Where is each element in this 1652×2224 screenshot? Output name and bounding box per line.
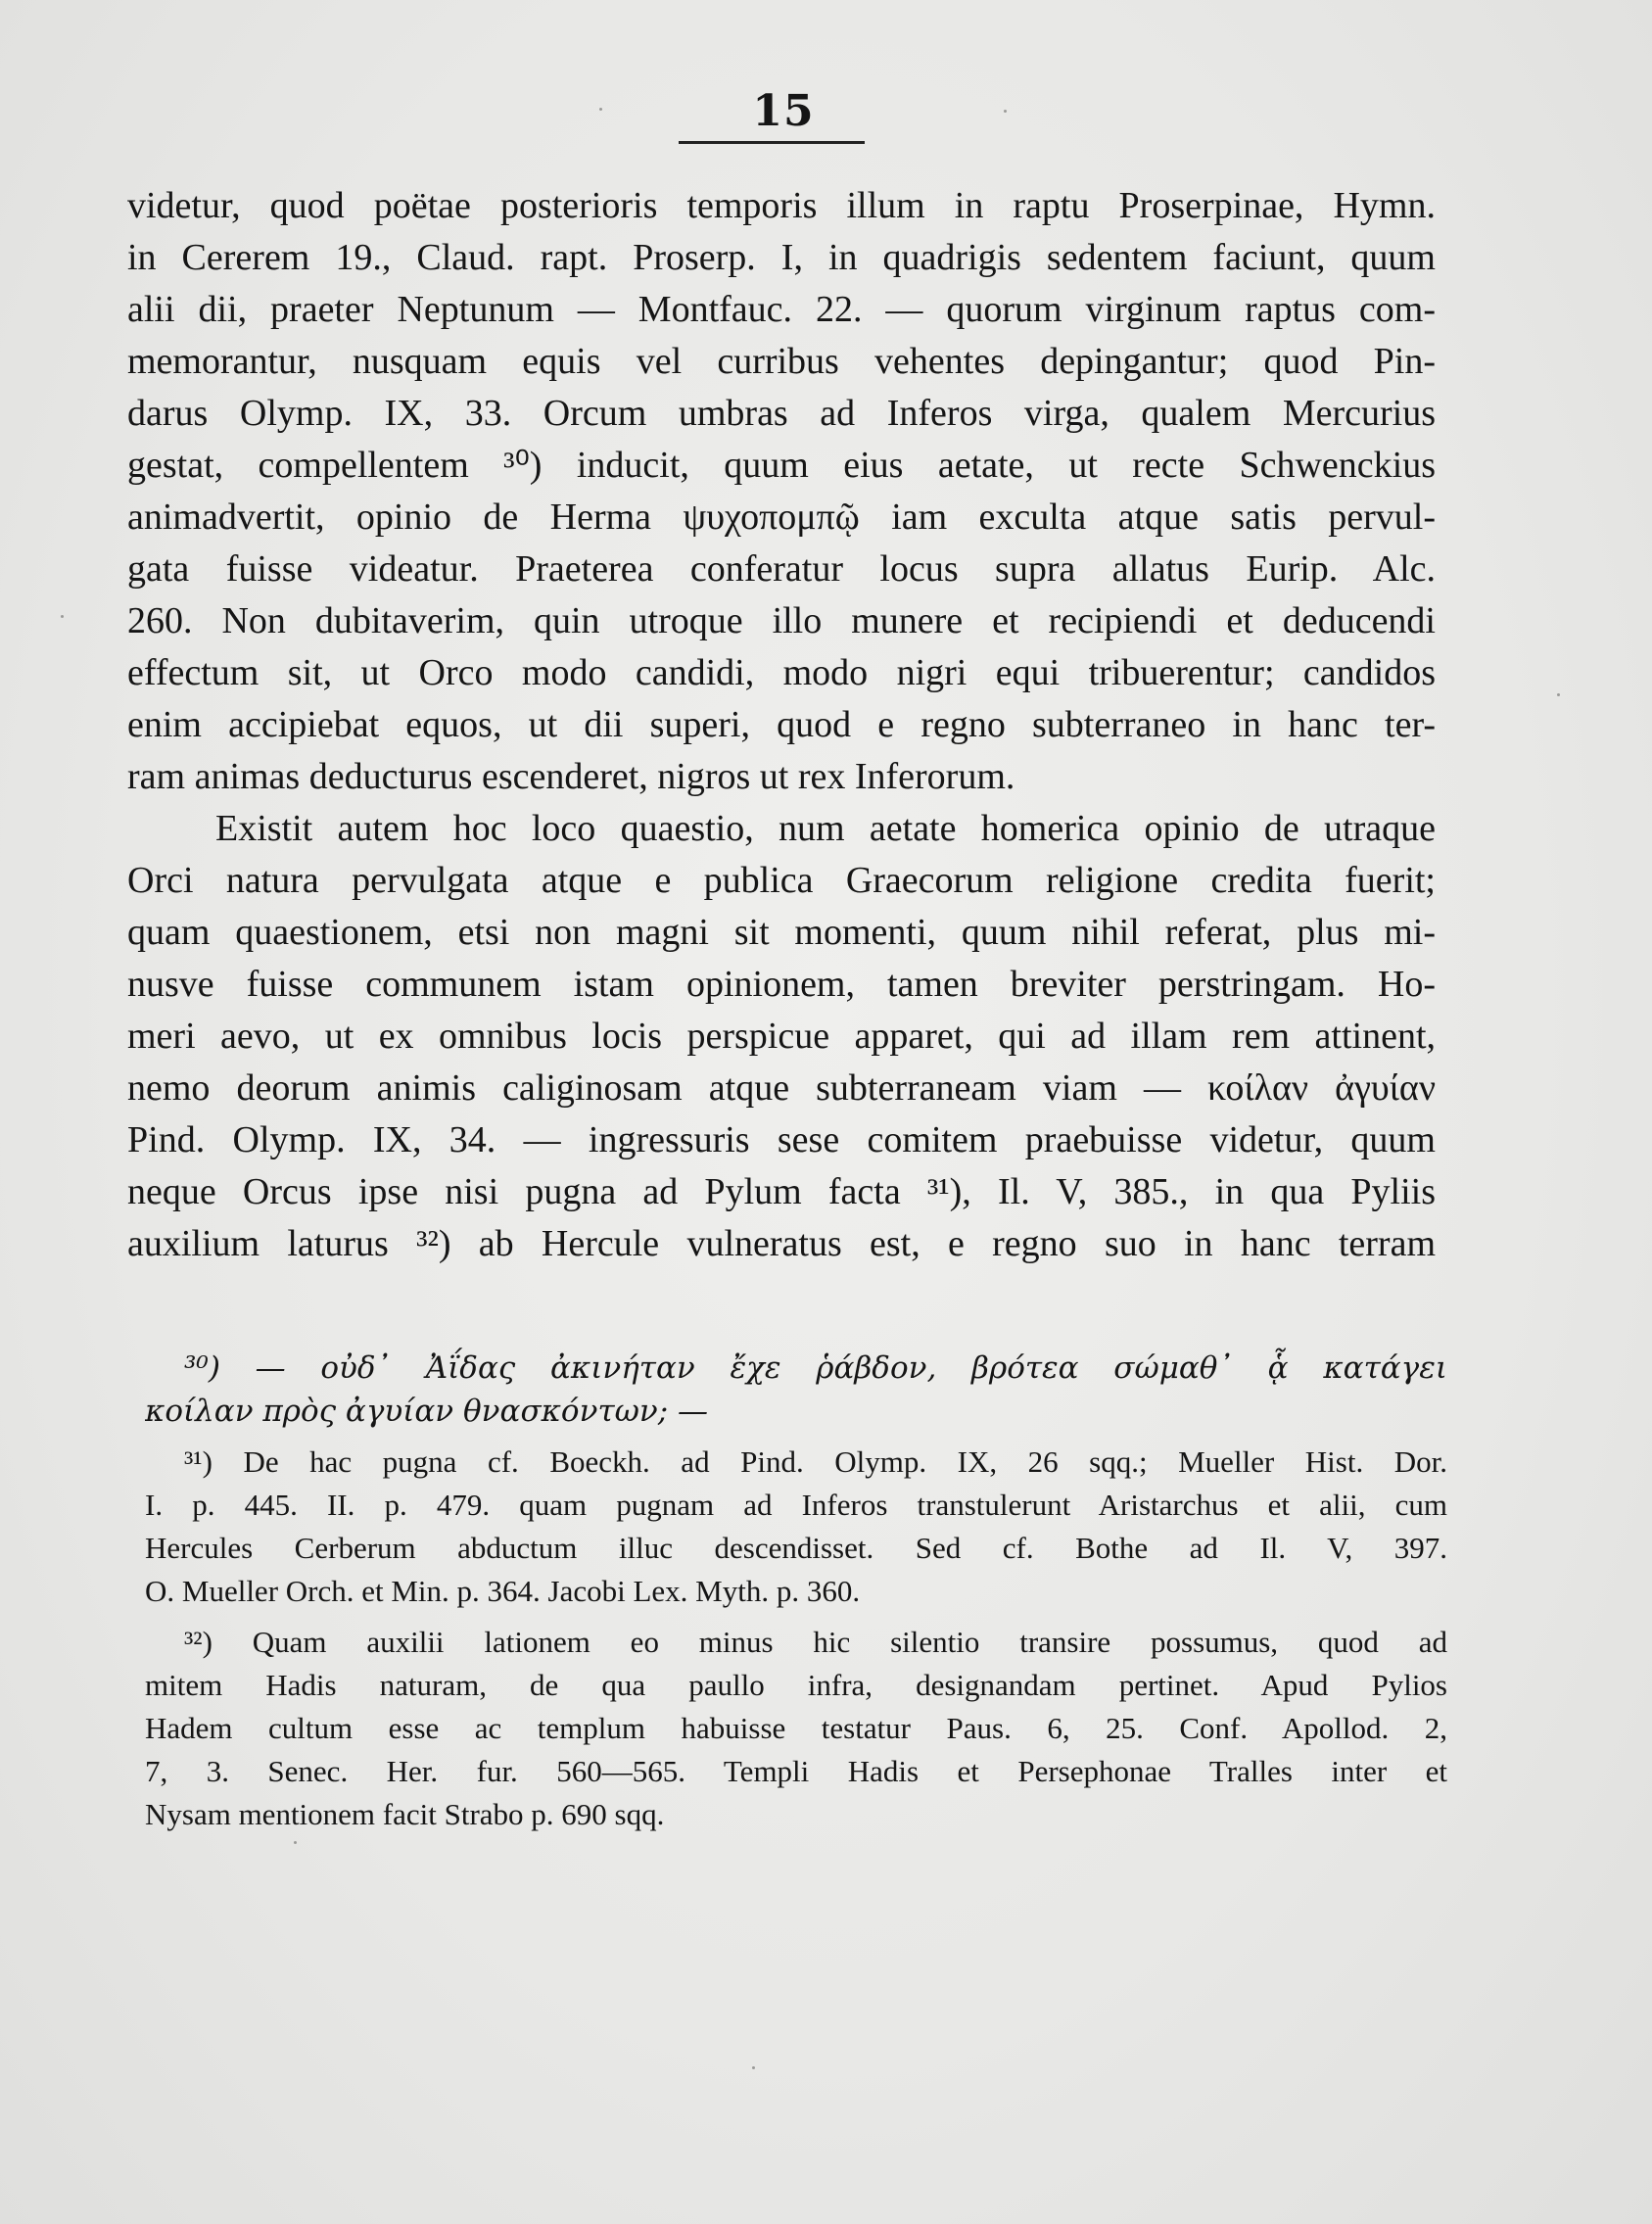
text-line: darus Olymp. IX, 33. Orcum umbras ad Inferos virga, qualem Mercurius	[127, 393, 1436, 434]
footnote-31-line: ³¹) De hac pugna cf. Boeckh. ad Pind. Olymp. IX, 26 sqq.; Mueller Hist. Dor.	[184, 1444, 1447, 1479]
text-line: gestat, compellentem ³⁰) inducit, quum eius aetate, ut recte Schwenckius	[127, 445, 1436, 486]
footnote-30-line: κοίλαν πρὸς ἀγυίαν θνασκόντων; —	[145, 1394, 709, 1429]
text-line: 260. Non dubitaverim, quin utroque illo munere et recipiendi et deducendi	[127, 600, 1436, 641]
text-line: quam quaestionem, etsi non magni sit momenti, quum nihil referat, plus mi-	[127, 912, 1436, 953]
page-number: 15	[752, 86, 815, 136]
text-line: enim accipiebat equos, ut dii superi, quod e regno subterraneo in hanc ter-	[127, 704, 1436, 745]
footnote-30-line: ³⁰) — οὐδ᾽ Ἀΐδας ἀκινήταν ἔχε ῥάβδον, βρότεα σώμαθ᾽ ᾇ κατάγει	[184, 1350, 1447, 1386]
text-line: auxilium laturus ³²) ab Hercule vulneratus est, e regno suo in hanc terram	[127, 1223, 1436, 1264]
footnote-32-line: ³²) Quam auxilii lationem eo minus hic silentio transire possumus, quod ad	[184, 1625, 1447, 1659]
text-line: memorantur, nusquam equis vel curribus vehentes depingantur; quod Pin-	[127, 341, 1436, 382]
scan-speck	[1557, 693, 1560, 696]
scan-speck	[1004, 110, 1007, 113]
text-line: effectum sit, ut Orco modo candidi, modo nigri equi tribuerentur; candidos	[127, 652, 1436, 693]
footnote-31-line: Hercules Cerberum abductum illuc descendisset. Sed cf. Bothe ad Il. V, 397.	[145, 1531, 1447, 1565]
text-line: Pind. Olymp. IX, 34. — ingressuris sese comitem praebuisse videtur, quum	[127, 1119, 1436, 1160]
text-line: nemo deorum animis caliginosam atque subterraneam viam — κοίλαν ἀγυίαν	[127, 1067, 1436, 1109]
footnote-32-line: Hadem cultum esse ac templum habuisse testatur Paus. 6, 25. Conf. Apollod. 2,	[145, 1711, 1447, 1745]
scan-speck	[61, 615, 64, 618]
text-line: gata fuisse videatur. Praeterea conferatur locus supra allatus Eurip. Alc.	[127, 548, 1436, 590]
footnote-32-line: 7, 3. Senec. Her. fur. 560—565. Templi Hadis et Persephonae Tralles inter et	[145, 1754, 1447, 1788]
page-number-rule	[679, 141, 865, 144]
footnotes	[145, 1347, 1447, 1836]
text-line: videtur, quod poëtae posterioris temporis illum in raptu Proserpinae, Hymn.	[127, 185, 1436, 226]
footnote-32-line: mitem Hadis naturam, de qua paullo infra, designandam pertinet. Apud Pylios	[145, 1668, 1447, 1702]
footnote-31-line: I. p. 445. II. p. 479. quam pugnam ad Inferos transtulerunt Aristarchus et alii, cum	[145, 1488, 1447, 1522]
text-line: meri aevo, ut ex omnibus locis perspicue apparet, qui ad illam rem attinent,	[127, 1016, 1436, 1057]
footnote-31-line: O. Mueller Orch. et Min. p. 364. Jacobi Lex. Myth. p. 360.	[145, 1574, 861, 1608]
main-text	[127, 180, 1436, 1270]
text-line: animadvertit, opinio de Herma ψυχοπομπῷ iam exculta atque satis pervul-	[127, 497, 1436, 538]
scan-speck	[599, 108, 602, 111]
paragraph-start: Existit autem hoc loco quaestio, num aetate homerica opinio de utraque	[215, 808, 1436, 849]
text-line: Orci natura pervulgata atque e publica Graecorum religione credita fuerit;	[127, 860, 1436, 901]
scan-speck	[294, 1841, 297, 1844]
footnote-32-line: Nysam mentionem facit Strabo p. 690 sqq.	[145, 1797, 665, 1831]
text-line: nusve fuisse communem istam opinionem, tamen breviter perstringam. Ho-	[127, 964, 1436, 1005]
text-line: neque Orcus ipse nisi pugna ad Pylum facta ³¹), Il. V, 385., in qua Pyliis	[127, 1171, 1436, 1212]
text-line: alii dii, praeter Neptunum — Montfauc. 22. — quorum virginum raptus com-	[127, 289, 1436, 330]
text-line: in Cererem 19., Claud. rapt. Proserp. I, in quadrigis sedentem faciunt, quum	[127, 237, 1436, 278]
text-line: ram animas deducturus escenderet, nigros ut rex Inferorum.	[127, 756, 1015, 797]
scan-speck	[752, 2066, 755, 2069]
